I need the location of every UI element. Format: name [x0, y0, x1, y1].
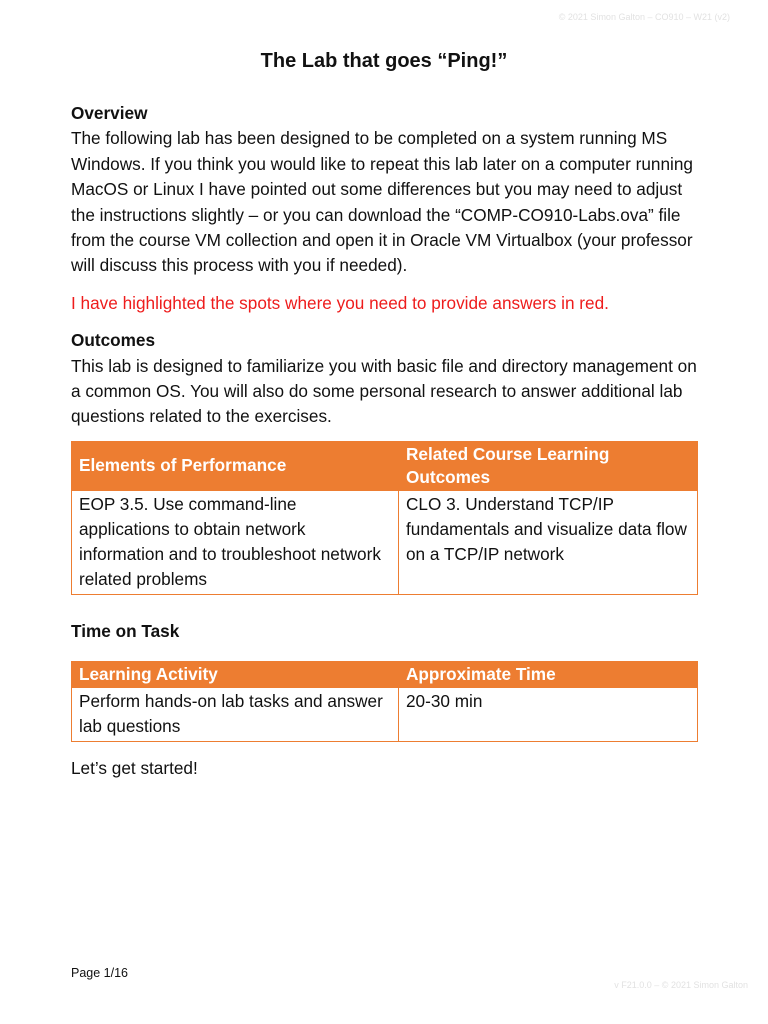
- outcomes-text: This lab is designed to familiarize you with basic file and directory management on a common OS. You will also do some personal research to answer additional lab questions related to the exercises.: [71, 355, 697, 427]
- table-cell: CLO 3. Understand TCP/IP fundamentals and visualize data flow on a TCP/IP network: [399, 490, 698, 594]
- table-header-cell: Related Course Learning Outcomes: [399, 441, 698, 490]
- overview-text: The following lab has been designed to be completed on a system running MS Windows. If you think you would like to repeat this lab later on a computer running MacOS or Linux I have pointed out some differences but you may need to adjust the instructions slightly – or you can download the “COMP-CO910-Labs.ova” file from the course VM collection and open it in Oracle VM Virtualbox (your professor will discuss this process with you if needed).: [71, 128, 693, 276]
- page-number: Page 1/16: [71, 966, 128, 980]
- table-cell: Perform hands-on lab tasks and answer lab questions: [72, 688, 399, 741]
- outcomes-table: [71, 441, 698, 595]
- page-title: The Lab that goes “Ping!”: [260, 50, 508, 72]
- table-row: [72, 490, 698, 594]
- table-header-row: [72, 441, 698, 490]
- footer-version-note: v F21.0.0 – © 2021 Simon Galton: [614, 980, 748, 990]
- table-cell: EOP 3.5. Use command-line applications to obtain network information and to troubleshoot network related problems: [72, 490, 399, 594]
- table-header-cell: Learning Activity: [72, 662, 399, 688]
- overview-heading: Overview: [71, 103, 148, 123]
- closing-text: Let’s get started!: [71, 757, 198, 778]
- time-on-task-heading: Time on Task: [71, 620, 180, 641]
- table-header-cell: Approximate Time: [399, 662, 698, 688]
- table-cell: 20-30 min: [399, 688, 698, 741]
- outcomes-heading: Outcomes: [71, 330, 156, 351]
- time-on-task-table: [71, 661, 698, 741]
- table-header-cell: Elements of Performance: [72, 441, 399, 490]
- highlight-note: I have highlighted the spots where you need to provide answers in red.: [71, 292, 609, 313]
- document-body: [71, 101, 701, 781]
- table-header-row: [72, 662, 698, 688]
- table-row: [72, 688, 698, 741]
- header-copyright-note: © 2021 Simon Galton – CO910 – W21 (v2): [558, 12, 730, 22]
